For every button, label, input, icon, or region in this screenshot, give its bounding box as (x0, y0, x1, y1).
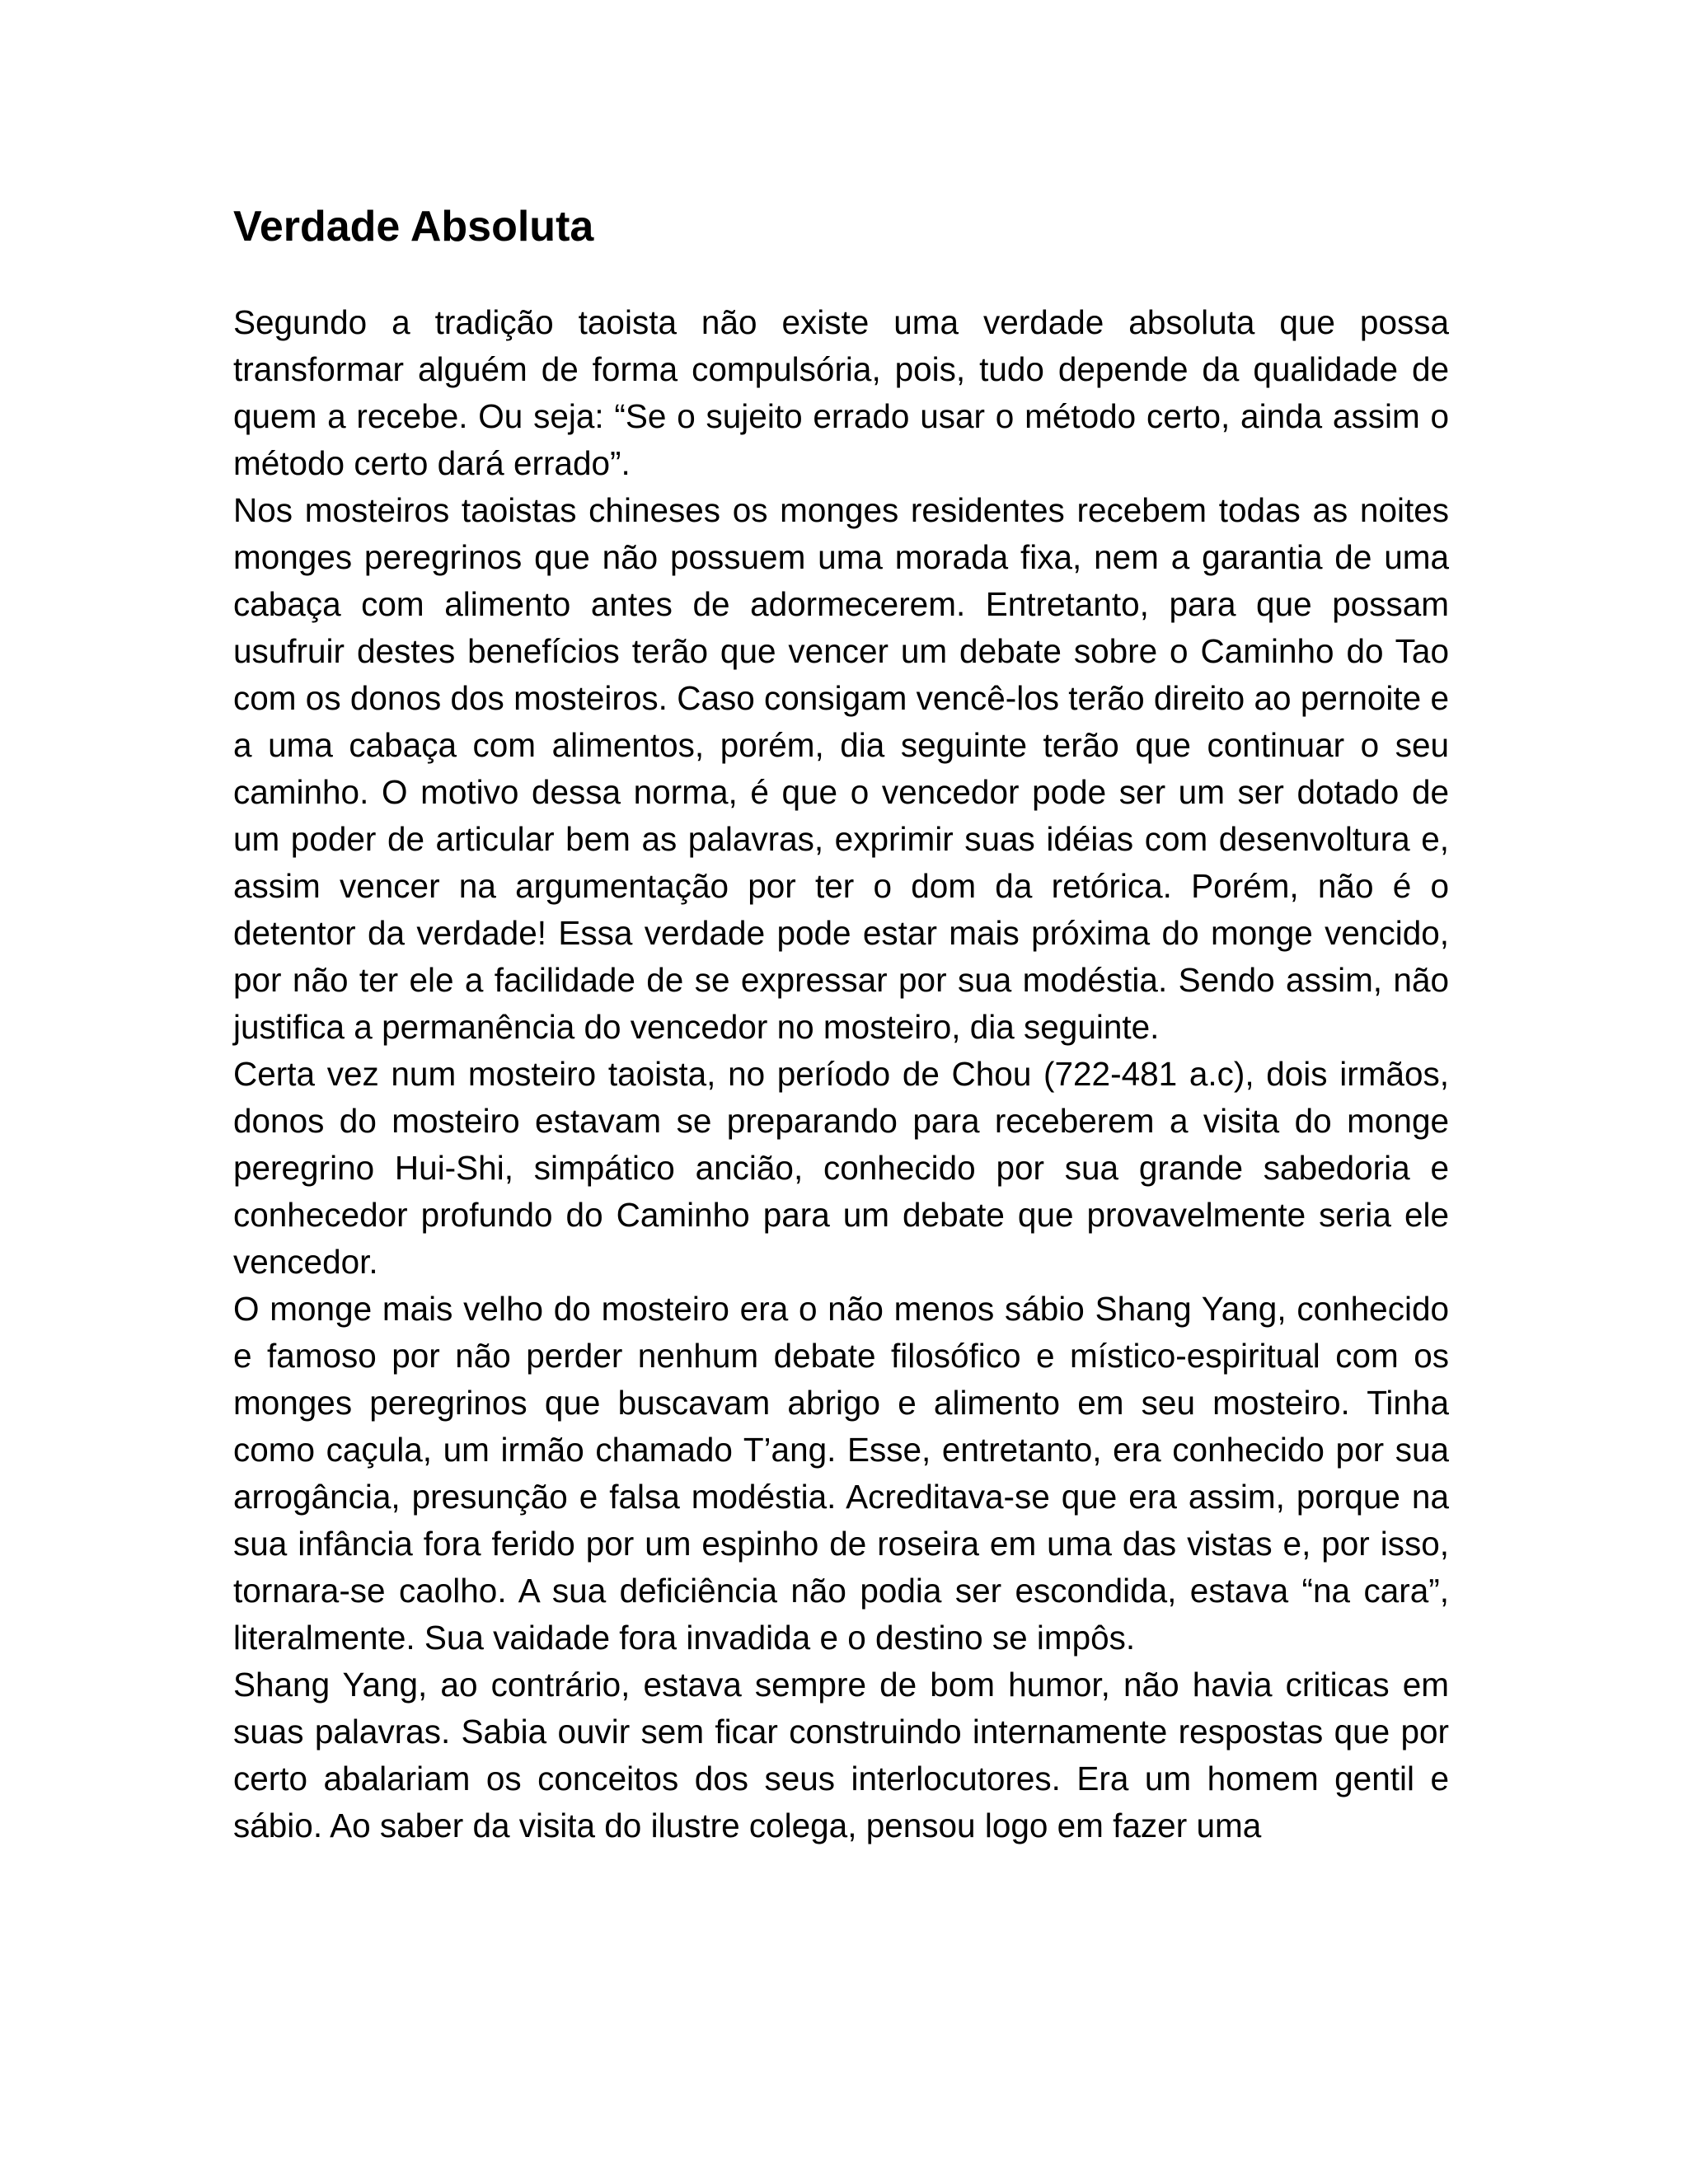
paragraph-5: Shang Yang, ao contrário, estava sempre de bom humor, não havia criticas em suas palavras. Sabia ouvir sem ficar construindo internamente respostas que por certo abalariam os conceitos dos seus interlocutores. Era um homem gentil e sábio. Ao saber da visita do ilustre colega, pensou logo em fazer uma (233, 1666, 1449, 1844)
paragraph-2: Nos mosteiros taoistas chineses os monges residentes recebem todas as noites monges peregrinos que não possuem uma morada fixa, nem a garantia de uma cabaça com alimento antes de adormecerem. Entretanto, para que possam usufruir destes benefícios terão que vencer um debate sobre o Caminho do Tao com os donos dos mosteiros. Caso consigam vencê-los terão direito ao pernoite e a uma cabaça com alimentos, porém, dia seguinte terão que continuar o seu caminho. O motivo dessa norma, é que o vencedor pode ser um ser dotado de um poder de articular bem as palavras, exprimir suas idéias com desenvoltura e, assim vencer na argumentação por ter o dom da retórica. Porém, não é o detentor da verdade! Essa verdade pode estar mais próxima do monge vencido, por não ter ele a facilidade de se expressar por sua modéstia. Sendo assim, não justifica a permanência do vencedor no mosteiro, dia seguinte. (233, 491, 1449, 1046)
document-title: Verdade Absoluta (233, 203, 594, 251)
document-page (233, 194, 1449, 1849)
paragraph-4: O monge mais velho do mosteiro era o não menos sábio Shang Yang, conhecido e famoso por não perder nenhum debate filosófico e místico-espiritual com os monges peregrinos que buscavam abrigo e alimento em seu mosteiro. Tinha como caçula, um irmão chamado T’ang. Esse, entretanto, era conhecido por sua arrogância, presunção e falsa modéstia. Acreditava-se que era assim, porque na sua infância fora ferido por um espinho de roseira em uma das vistas e, por isso, tornara-se caolho. A sua deficiência não podia ser escondida, estava “na cara”, literalmente. Sua vaidade fora invadida e o destino se impôs. (233, 1290, 1449, 1657)
paragraph-1: Segundo a tradição taoista não existe uma verdade absoluta que possa transformar alguém de forma compulsória, pois, tudo depende da qualidade de quem a recebe. Ou seja: “Se o sujeito errado usar o método certo, ainda assim o método certo dará errado”. (233, 303, 1449, 482)
paragraph-3: Certa vez num mosteiro taoista, no período de Chou (722-481 a.c), dois irmãos, donos do mosteiro estavam se preparando para receberem a visita do monge peregrino Hui-Shi, simpático ancião, conhecido por sua grande sabedoria e conhecedor profundo do Caminho para um debate que provavelmente seria ele vencedor. (233, 1055, 1449, 1281)
document-body (233, 299, 1449, 1849)
